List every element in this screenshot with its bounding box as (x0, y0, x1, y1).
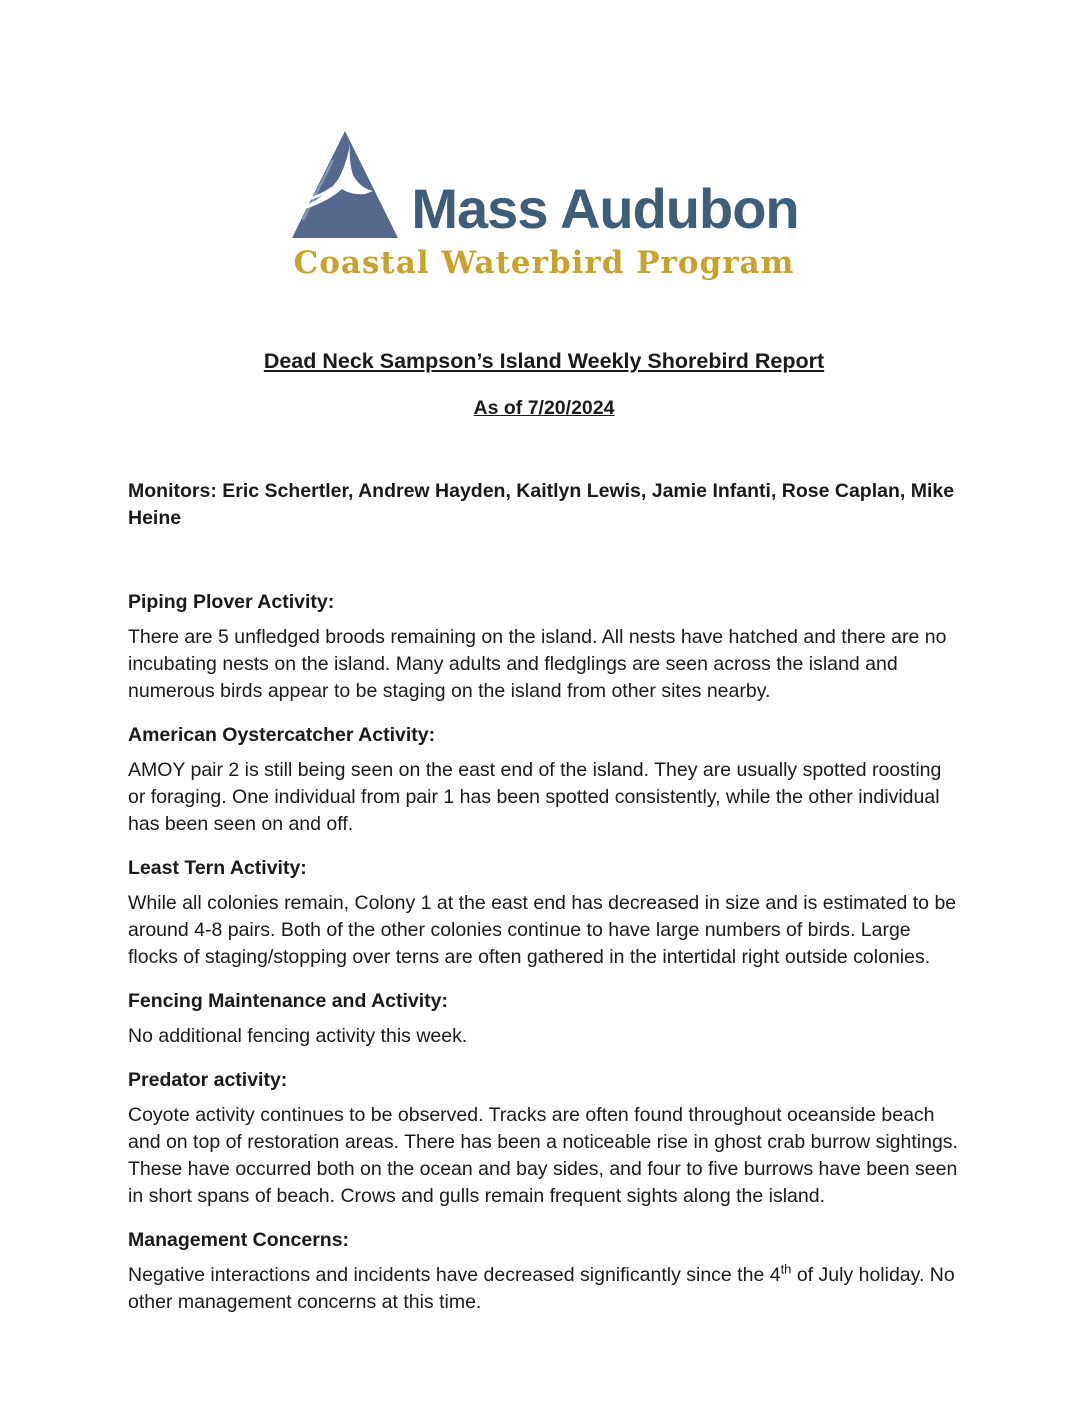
section-heading: American Oystercatcher Activity: (128, 724, 436, 747)
mass-audubon-triangle-bird-icon (289, 128, 401, 241)
coastal-waterbird-program-label: Coastal Waterbird Program (293, 245, 795, 281)
section-piping-plover (128, 588, 960, 705)
section-body-text: No additional fencing activity this week. (128, 1025, 468, 1048)
report-date: As of 7/20/2024 (473, 396, 615, 419)
monitors-line: Monitors: Eric Schertler, Andrew Hayden, Kaitlyn Lewis, Jamie Infanti, Rose Caplan, Mike Heine (128, 480, 955, 530)
section-heading: Predator activity: (128, 1069, 288, 1092)
section-body (128, 1102, 960, 1210)
section-body-text: While all colonies remain, Colony 1 at the east end has decreased in size and is estimated to be around 4-8 pairs. Both of the other colonies continue to have large numbers of birds. Large flocks of staging/stopping over terns are often gathered in the intertidal right outside colonies. (128, 892, 957, 969)
section-american-oystercatcher (128, 721, 960, 838)
section-body-text: Negative interactions and incidents have decreased significantly since the 4 (128, 1264, 781, 1287)
mass-audubon-logo (128, 0, 960, 281)
report-sections (128, 588, 960, 1316)
section-predator-activity (128, 1066, 960, 1210)
section-body (128, 757, 960, 838)
ordinal-superscript: th (780, 1261, 792, 1277)
mass-audubon-wordmark: Mass Audubon (411, 177, 799, 240)
section-least-tern (128, 854, 960, 971)
section-heading: Least Tern Activity: (128, 857, 307, 880)
section-body-text: AMOY pair 2 is still being seen on the east end of the island. They are usually spotted roosting or foraging. One individual from pair 1 has been spotted consistently, while the other individual has been seen on and off. (128, 759, 942, 836)
section-body-text: Coyote activity continues to be observed. Tracks are often found throughout oceanside beach and on top of restoration areas. There has been a noticeable rise in ghost crab burrow sightings. These have occurred both on the ocean and bay sides, and four to five burrows have been seen in short spans of beach. Crows and gulls remain frequent sights along the island. (128, 1104, 958, 1208)
section-body (128, 1023, 960, 1050)
section-body-text: There are 5 unfledged broods remaining on the island. All nests have hatched and there are no incubating nests on the island. Many adults and fledglings are seen across the island and numerous birds appear to be staging on the island from other sites nearby. (128, 626, 947, 703)
report-title: Dead Neck Sampson’s Island Weekly Shorebird Report (263, 349, 825, 373)
section-heading: Fencing Maintenance and Activity: (128, 990, 448, 1013)
section-body (128, 890, 960, 971)
section-heading: Management Concerns: (128, 1229, 350, 1252)
section-heading: Piping Plover Activity: (128, 591, 335, 614)
section-management-concerns (128, 1226, 960, 1316)
section-body-text: of July holiday. No other management concerns at this time. (128, 1264, 955, 1314)
section-fencing-maintenance (128, 987, 960, 1050)
section-body (128, 624, 960, 705)
section-body (128, 1262, 960, 1316)
